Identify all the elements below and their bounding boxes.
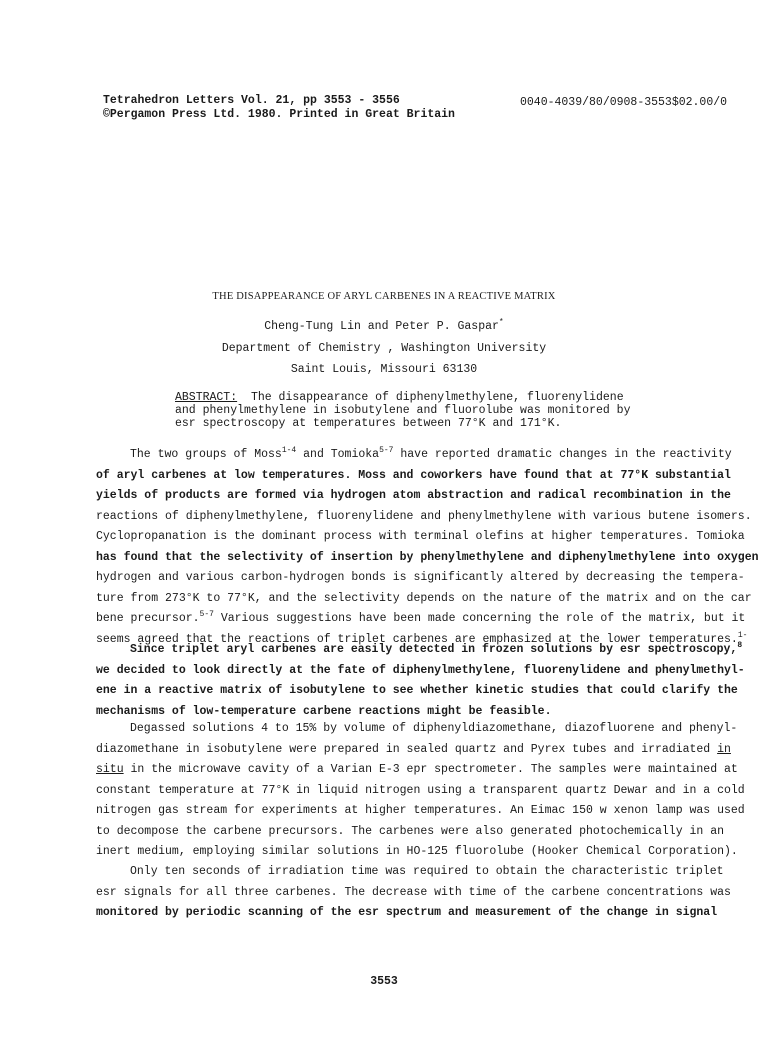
text-line: Cyclopropanation is the dominant process with terminal olefins at higher temperatures. Tomioka [96,530,745,543]
reference-superscript: 5-7 [379,446,394,455]
text-line [96,760,736,781]
text-line: Only ten seconds of irradiation time was required to obtain the characteristic triplet [130,865,724,878]
text-line: reactions of diphenylmethylene, fluorenylidene and phenylmethylene with various butene isomers. [96,509,752,523]
author-line [0,320,768,333]
article-title: THE DISAPPEARANCE OF ARYL CARBENES IN A REACTIVE MATRIX [212,291,556,302]
text-span: Since triplet aryl carbenes are easily detected in frozen solutions by esr spectroscopy, [130,643,738,656]
authors: Cheng-Tung Lin and Peter P. Gaspar [264,320,499,333]
underlined-text: situ [96,763,124,776]
page-number: 3553 [370,975,398,988]
address: Saint Louis, Missouri 63130 [290,363,478,376]
abstract-label: ABSTRACT: [175,391,238,404]
reference-superscript: 8 [737,641,743,650]
text-line: has found that the selectivity of insertion by phenylmethylene and diphenylmethylene into oxygen [96,550,759,564]
reference-superscript: 5-7 [199,610,214,619]
text-line [96,445,736,466]
paragraph-2 [96,640,745,722]
text-line: we decided to look directly at the fate of diphenylmethylene, fluorenylidene and phenylmethyl- [96,663,745,677]
text-line: monitored by periodic scanning of the esr spectrum and measurement of the change in signal [96,906,718,919]
text-span: and Tomioka [296,448,380,461]
paragraph-3 [96,719,745,863]
text-line: of aryl carbenes at low temperatures. Moss and coworkers have found that at 77°K substantial [96,468,731,482]
text-line: mechanisms of low-temperature carbene reactions might be feasible. [96,704,552,718]
journal-citation [103,94,455,122]
citation-line-1: Tetrahedron Letters Vol. 21, pp 3553 - 3556 [103,94,400,107]
text-line: ene in a reactive matrix of isobutylene to see whether kinetic studies that could clarify the [96,684,738,697]
text-span: have reported dramatic changes in the reactivity [393,448,732,461]
text-span: in the microwave cavity of a Varian E-3 epr spectrometer. The samples were maintained at [123,763,738,776]
text-line: ture from 273°K to 77°K, and the selectivity depends on the nature of the matrix and on the car [96,591,752,605]
paragraph-4 [96,862,736,924]
text-span: The two groups of Moss [130,448,282,461]
text-line: constant temperature at 77°K in liquid nitrogen using a transparent quartz Dewar and in a cold [96,783,745,797]
text-line [96,640,743,661]
text-line: inert medium, employing similar solutions in HO-125 fluorolube (Hooker Chemical Corporation). [96,845,738,858]
text-line: hydrogen and various carbon-hydrogen bonds is significantly altered by decreasing the tempera- [96,571,745,584]
text-line [96,740,736,761]
underlined-text: in [717,742,731,756]
issn-code: 0040-4039/80/0908-3553$02.00/0 [520,96,728,109]
department: Department of Chemistry , Washington University [221,342,547,355]
text-line: nitrogen gas stream for experiments at higher temperatures. An Eimac 150 w xenon lamp was used [96,804,745,817]
abstract [175,391,645,430]
paragraph-1 [96,445,759,650]
text-line [96,609,746,630]
text-line: to decompose the carbene precursors. The carbenes were also generated photochemically in an [96,824,725,838]
corresponding-author-mark: * [498,318,504,327]
text-line: Degassed solutions 4 to 15% by volume of diphenyldiazomethane, diazofluorene and phenyl- [130,722,738,735]
reference-superscript: 1-4 [281,446,297,455]
text-span: diazomethane in isobutylene were prepared in sealed quartz and Pyrex tubes and irradiated [96,742,718,756]
text-line: esr signals for all three carbenes. The decrease with time of the carbene concentrations was [96,885,731,899]
abstract-text: The disappearance of diphenylmethylene, fluorenylidene and phenylmethylene in isobutylene and fluorolube was monitored by esr spectroscopy at temperatures between 77°K and 171°K. [175,391,631,430]
text-span: seems agreed that the reactions of triplet carbenes are emphasized at the lower temperatures. [96,632,738,646]
text-span: bene precursor. [96,612,200,625]
reference-superscript: 1- [737,630,748,640]
text-span: Various suggestions have been made concerning the role of the matrix, but it [213,612,746,625]
citation-line-2: ©Pergamon Press Ltd. 1980. Printed in Great Britain [103,108,455,121]
text-line: yields of products are formed via hydrogen atom abstraction and radical recombination in the [96,489,731,502]
